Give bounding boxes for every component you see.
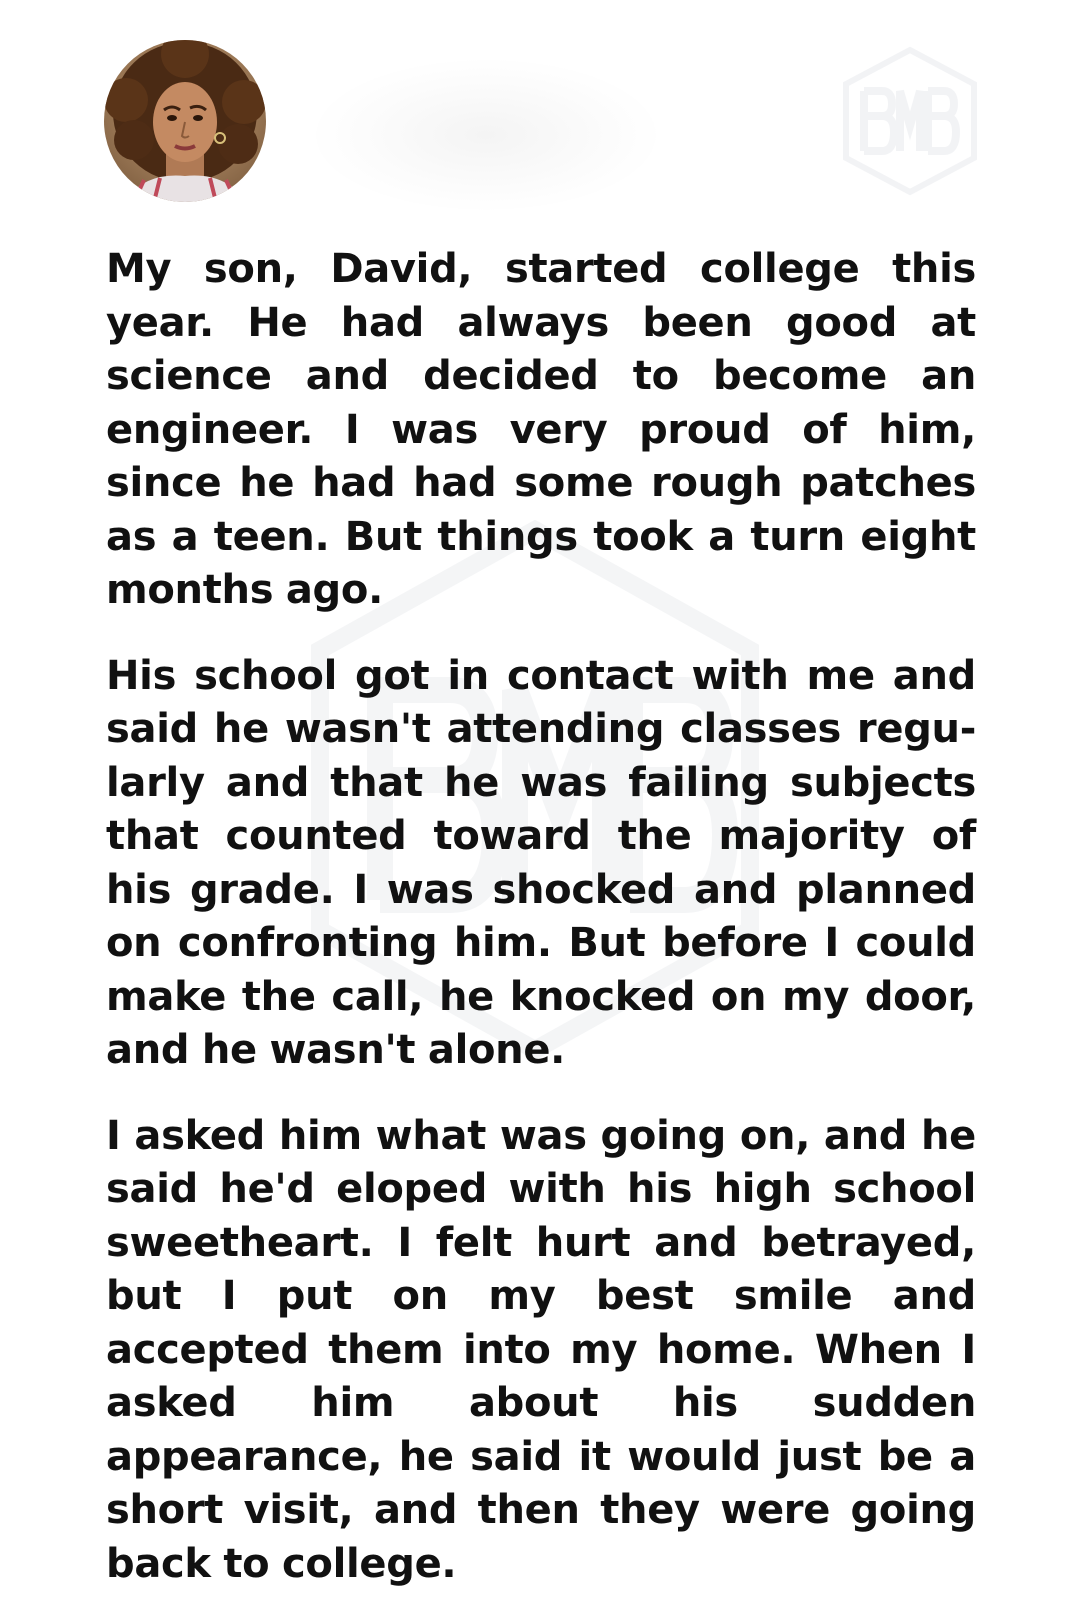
story-paragraph-2: His school got in contact with me and said he wasn't attending classes regu-larly and that he was failing subjects that counted toward the majority of his grade. I was shocked and planned on confronting him. But before I could make the call, he knocked on my door, and he wasn't alone. <box>106 652 976 1073</box>
story-text <box>106 243 976 1623</box>
watermark-logo-top <box>842 46 978 196</box>
avatar <box>104 40 266 202</box>
blurred-name-area <box>316 60 656 210</box>
woman-portrait-icon <box>104 40 266 202</box>
story-paragraph-1: My son, David, started college this year. He had always been good at science and decided to become an engineer. I was very proud of him, since he had had some rough patches as a teen. But things took a turn eight months ago. <box>106 246 976 613</box>
story-paragraph-3: I asked him what was going on, and he said he'd eloped with his high school sweetheart. I felt hurt and betrayed, but I put on my best smile and accepted them into my home. When I asked him about his sudden appearance, he said it would just be a short visit, and then they were going back to college. <box>106 1112 976 1587</box>
